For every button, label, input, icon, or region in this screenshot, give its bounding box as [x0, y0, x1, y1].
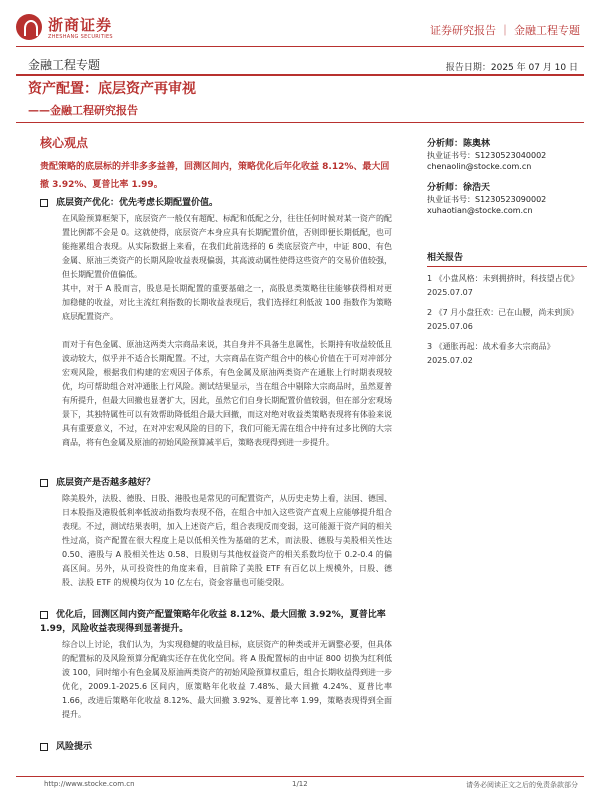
- section-heading: 底层资产优化：优先考虑长期配置价值。: [40, 196, 392, 210]
- title-divider: [16, 74, 584, 76]
- paragraph: 在风险预算框架下，底层资产一般仅有超配、标配和低配之分，往往任何时候对某一资产的配置比例都不会是 0。这就使得，底层资产本身应具有长期配置价值，否则即便长期低配，也可能拖累组合表现。从实际数据上来看，在我们此前选择的 6 类底层资产中，中证 800、有色金属、原油三类资产的长期风险收益表现偏弱，其高波动属性使得这些资产的交易价值较强，但长期配置价值偏低。: [62, 214, 392, 279]
- paragraph: 而对于有色金属、原油这两类大宗商品来说，其自身并不具备生息属性，长期持有收益较低且波动较大，似乎并不适合长期配置。不过，大宗商品在资产组合中的核心价值在于可对冲部分宏观风险，根据我们构建的宏观因子体系，有色金属及原油两类资产在通胀上行时期表现较优，均可帮助组合对冲通胀上行风险。测试结果显示，当在组合中剔除大宗商品时，虽然夏普有所提升，但最大回撤也显著扩大，因此，虽然它们自身长期配置价值较弱，但在部分宏观场景下，其独特属性可以有效帮助降低组合最大回撤，而这对绝对收益类策略表现将有体验来说具有重要意义，不过，在对冲宏观风险的目的下，我们可能无需在组合中持有过多比例的大宗商品，将有色金属及原油的初始风险预算减半后，策略表现得到进一步提升。: [62, 340, 392, 447]
- report-subtitle: ——金融工程研究报告: [28, 104, 138, 117]
- analyst-email[interactable]: xuhaotian@stocke.com.cn: [427, 206, 533, 215]
- related-report-item[interactable]: 2 《7 月小盘狂欢：已在山腰，尚未到顶》 2025.07.06: [427, 308, 579, 331]
- paragraph: 除美股外，法股、德股、日股、港股也是常见的可配置资产，从历史走势上看，法国、德国、日本股指及港股低利率低波动指数均表现不俗，在组合中加入这些资产直观上应能够提升组合表现。不过，测试结果表明，加入上述资产后，组合表现反而变弱，这可能源于资产间的相关性过高，资产配置在很大程度上是以低相关性为基础的艺术，而法股、德股与美股相关性达 0.50、港股与 A 股相关性达 0.58、日股则与其他权益资产的相关系数均位于 0.2-0.4 的偏高区间。另外，从可投资性的角度来看，目前除了美股 ETF 有百亿以上规模外，日股、德股、法股 ETF 的规模均仅为 10 亿左右，资金容量也可能受限。: [62, 494, 392, 587]
- analyst-cert: 执业证书号：S1230523040002: [427, 151, 547, 160]
- related-report-item[interactable]: 3 《通胀再起：战术看多大宗商品》 2025.07.02: [427, 342, 555, 365]
- subtitle-divider: [16, 122, 584, 123]
- core-view-summary: 贵配策略的底层标的并非多多益善，回测区间内，策略优化后年化收益 8.12%、最大回撤 3.92%、夏普比率 1.99。: [40, 162, 390, 190]
- related-report-item[interactable]: 1 《小盘风格：未到拥挤时，科技望占优》 2025.07.07: [427, 274, 579, 297]
- analyst-email[interactable]: chenaolin@stocke.com.cn: [427, 162, 532, 171]
- section-heading: 优化后，回测区间内资产配置策略年化收益 8.12%、最大回撤 3.92%，夏普比率 1.99，风险收益表现得到显著提升。: [40, 610, 386, 634]
- header-divider: [16, 46, 584, 47]
- section-heading: 风险提示: [40, 740, 392, 754]
- analyst-block: [427, 138, 587, 172]
- bullet-square-icon: [40, 199, 48, 207]
- bullet-square-icon: [40, 611, 48, 619]
- report-title: 资产配置：底层资产再审视: [28, 81, 196, 97]
- paragraph: 综合以上讨论，我们认为，为实现稳健的收益目标，底层资产的种类或并无调整必要，但具体的配置标的及风险预算分配确实还存在优化空间。将 A 股配置标的由中证 800 切换为红利低波 100，同时缩小有色金属及原油两类资产的初始风险预算权重后，组合长期收益得到进一步优化，2009.1-2025.6 区间内，原策略年化收益 7.48%、最大回撤 4.24%、夏普比率 1.66，改进后策略年化收益 8.12%、最大回撤 3.92%、夏普比率 1.99，策略表现得到全面提升。: [62, 640, 392, 719]
- section-heading: 底层资产是否越多越好？: [40, 476, 392, 490]
- footer-disclaimer: 请务必阅读正文之后的免责条款部分: [466, 781, 578, 789]
- page-number: 1/12: [292, 780, 308, 788]
- brand-name: 浙商证券: [48, 16, 113, 34]
- brand-name-en: ZHESHANG SECURITIES: [48, 34, 113, 40]
- bullet-square-icon: [40, 743, 48, 751]
- analyst-name: 分析师：陈奥林: [427, 139, 491, 149]
- brand-logo-icon: [16, 14, 42, 40]
- header-category-label: 证券研究报告 ｜ 金融工程专题: [430, 24, 580, 37]
- footer-url[interactable]: http://www.stocke.com.cn: [44, 780, 135, 788]
- core-view-heading: 核心观点: [40, 136, 89, 150]
- related-divider: [427, 266, 587, 267]
- analyst-block: [427, 182, 587, 216]
- analyst-cert: 执业证书号：S1230523090002: [427, 195, 547, 204]
- bullet-square-icon: [40, 479, 48, 487]
- paragraph: 其中，对于 A 股而言，股息是长期配置的重要基础之一，高股息类策略往往能够获得相对更加稳健的收益，对比主流红利指数的长期收益表现后，我们选择红利低波 100 指数作为策略底层配置资产。: [62, 284, 392, 321]
- report-date: 报告日期：2025 年 07 月 10 日: [445, 63, 578, 73]
- footer-divider: [16, 776, 584, 777]
- analyst-name: 分析师：徐浩天: [427, 183, 491, 193]
- report-category: 金融工程专题: [28, 58, 101, 72]
- related-reports-heading: 相关报告: [427, 253, 464, 263]
